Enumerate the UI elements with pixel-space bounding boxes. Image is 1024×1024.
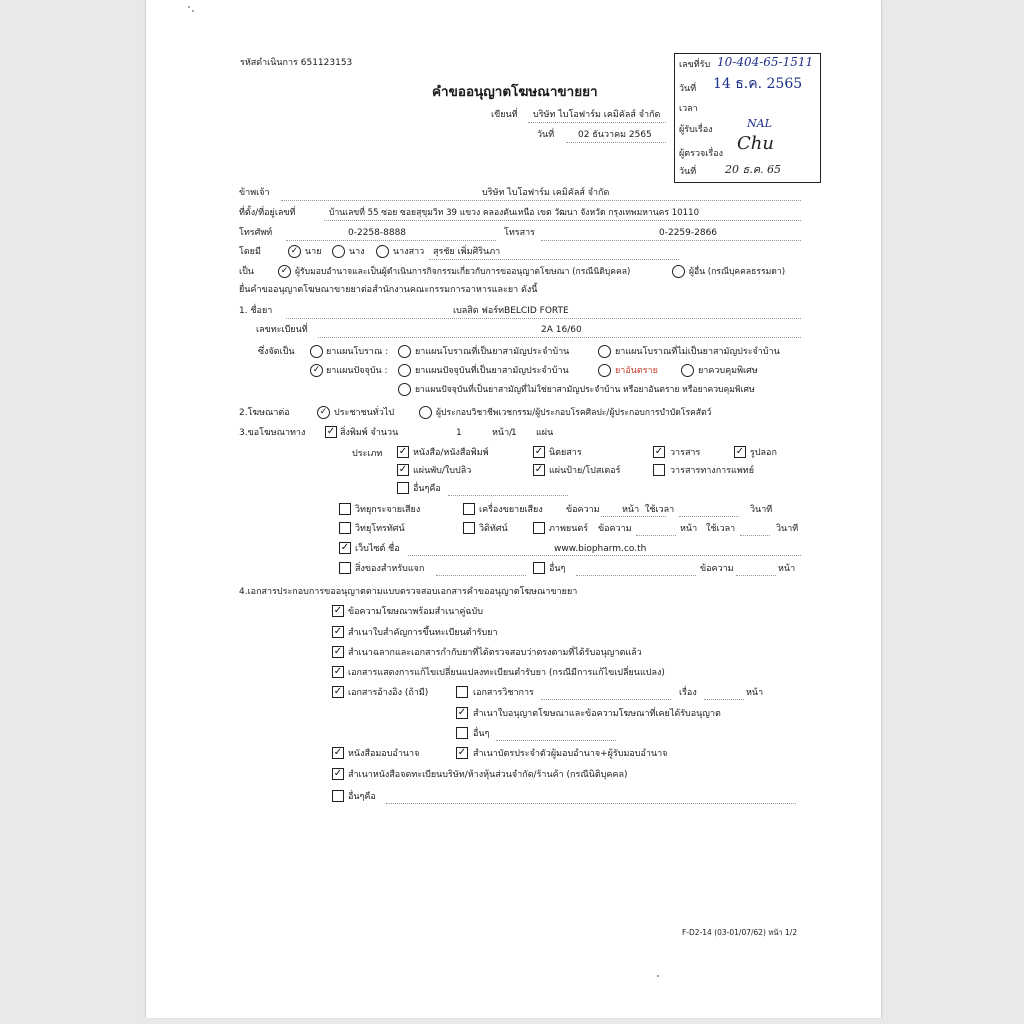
website-name: www.biopharm.co.th (554, 544, 647, 554)
reg-no-label: เลขทะเบียนที่ (256, 325, 308, 335)
print-count: 1 (456, 428, 462, 438)
dotted-line (576, 575, 696, 576)
dotted-line (679, 516, 739, 517)
dotted-line (318, 337, 801, 338)
drug-name-label: 1. ชื่อยา (239, 306, 273, 316)
fax-value: 0-2259-2866 (659, 228, 718, 238)
as-other-radio[interactable] (672, 265, 685, 278)
type-label: ประเภท (352, 449, 383, 459)
message-label-2: ข้อความ (598, 524, 632, 534)
trad-household-label: ยาแผนโบราณที่เป็นยาสามัญประจำบ้าน (415, 347, 570, 357)
cinema-checkbox[interactable] (533, 522, 545, 534)
doc5b-checkbox[interactable]: ✓ (457, 707, 467, 718)
print-checkbox[interactable]: ✓ (326, 426, 336, 437)
scan-speck (192, 10, 194, 12)
doc1-checkbox[interactable]: ✓ (333, 605, 343, 616)
doc8-label: อื่นๆคือ (348, 792, 376, 802)
doc5-checkbox[interactable]: ✓ (333, 686, 343, 697)
receipt-no-label: เลขที่รับ (679, 60, 711, 70)
sheets-label: แผ่น (536, 428, 554, 438)
leaflet-label: แผ่นพับ/ใบปลิว (413, 466, 472, 476)
sheet-count: 1 (511, 428, 517, 438)
trad-not-household-radio[interactable] (598, 345, 611, 358)
dotted-line (448, 495, 568, 496)
doc5a-label: เอกสารวิชาการ (473, 688, 534, 698)
mod-household-label: ยาแผนปัจจุบันที่เป็นยาสามัญประจำบ้าน (415, 366, 569, 376)
written-at-value: บริษัท ไบโอฟาร์ม เคมิคัลส์ จำกัด (533, 110, 661, 120)
tv-checkbox[interactable] (339, 522, 351, 534)
time-label: เวลา (679, 104, 698, 114)
poster-checkbox[interactable]: ✓ (534, 464, 544, 475)
giveaway-label: สิ่งของสำหรับแจก (355, 564, 425, 574)
scan-speck (657, 975, 659, 977)
dotted-line (566, 142, 666, 143)
title-mrs-label: นาง (349, 247, 365, 257)
documents-label: 4.เอกสารประกอบการขออนุญาตตามแบบตรวจสอบเอกสารคำขออนุญาตโฆษณาขายยา (239, 587, 578, 597)
checker-signature: Chu (737, 133, 774, 154)
doc6-label: หนังสือมอบอำนาจ (348, 749, 420, 759)
person-name: สุรชัย เพิ่มศิรินภา (433, 247, 501, 257)
loudspeaker-checkbox[interactable] (463, 503, 475, 515)
check-date-label: วันที่ (679, 167, 697, 177)
website-label: เว็บไซต์ ชื่อ (355, 544, 400, 554)
category-label: ซึ่งจัดเป็น (258, 347, 295, 357)
receipt-no: 10-404-65-1511 (717, 55, 814, 69)
leaflet-checkbox[interactable]: ✓ (398, 464, 408, 475)
page-label: หน้า (622, 505, 640, 515)
radio-broadcast-checkbox[interactable] (339, 503, 351, 515)
traditional-radio[interactable] (310, 345, 323, 358)
title-miss-label: นางสาว (393, 247, 425, 257)
medical-journal-checkbox[interactable] (653, 464, 665, 476)
dotted-line (436, 575, 526, 576)
giveaway-checkbox[interactable] (339, 562, 351, 574)
video-checkbox[interactable] (463, 522, 475, 534)
magazine-checkbox[interactable]: ✓ (534, 446, 544, 457)
seconds-label: วินาที (750, 505, 773, 515)
phone-value: 0-2258-8888 (348, 228, 407, 238)
doc5b-label: สำเนาใบอนุญาตโฆษณาและข้อความโฆษณาที่เคยได้รับอนุญาต (473, 709, 721, 719)
doc3-checkbox[interactable]: ✓ (333, 646, 343, 657)
document-title: คำขออนุญาตโฆษณาขายยา (432, 84, 598, 100)
message-label: ข้อความ (566, 505, 600, 515)
other-print-checkbox[interactable] (397, 482, 409, 494)
modern-label: ยาแผนปัจจุบัน : (326, 366, 388, 376)
dotted-line (281, 200, 801, 201)
dotted-line (601, 516, 666, 517)
book-label: หนังสือ/หนังสือพิมพ์ (413, 448, 489, 458)
duration-label: ใช้เวลา (645, 505, 675, 515)
magazine-label: นิตยสาร (549, 448, 582, 458)
mod-other-radio[interactable] (398, 383, 411, 396)
applicant-label: ข้าพเจ้า (239, 188, 270, 198)
loudspeaker-label: เครื่องขยายเสียง (479, 505, 543, 515)
dotted-line (496, 740, 616, 741)
address-label: ที่ตั้ง/ที่อยู่เลขที่ (239, 208, 296, 218)
doc5a-subject-label: เรื่อง (679, 688, 697, 698)
doc5c-label: อื่นๆ (473, 729, 490, 739)
doc7-label: สำเนาหนังสือจดทะเบียนบริษัท/ห้างหุ้นส่วนจำกัด/ร้านค้า (กรณีนิติบุคคล) (348, 770, 628, 780)
duration-label-2: ใช้เวลา (706, 524, 736, 534)
reg-no-value: 2A 16/60 (541, 325, 582, 335)
dotted-line (286, 318, 801, 319)
package-label: รูปลอก (750, 448, 777, 458)
stamp-date: 14 ธ.ค. 2565 (713, 76, 803, 92)
controlled-radio[interactable] (681, 364, 694, 377)
title-mr-radio[interactable]: ✓ (288, 245, 301, 258)
others-media-checkbox[interactable] (533, 562, 545, 574)
journal-label: วารสาร (670, 448, 701, 458)
doc2-checkbox[interactable]: ✓ (333, 626, 343, 637)
dangerous-label: ยาอันตราย (615, 366, 658, 376)
scan-speck (188, 6, 190, 8)
dotted-line (541, 699, 671, 700)
book-checkbox[interactable]: ✓ (398, 446, 408, 457)
package-checkbox[interactable]: ✓ (735, 446, 745, 457)
page-label-3: หน้า (778, 564, 796, 574)
pages-label: หน้า/ (492, 428, 513, 438)
dotted-line (528, 122, 666, 123)
as-authorized-label: ผู้รับมอบอำนาจและเป็นผู้ดำเนินการกิจกรรมเกี่ยวกับการขออนุญาตโฆษณา (กรณีนิติบุคคล) (295, 267, 631, 277)
applicant-name: บริษัท ไบโอฟาร์ม เคมิคัลส์ จำกัด (482, 188, 610, 198)
traditional-label: ยาแผนโบราณ : (326, 347, 389, 357)
media-label: 3.ขอโฆษณาทาง (239, 428, 306, 438)
dotted-line (541, 240, 801, 241)
receiver-signature: NAL (747, 117, 772, 130)
cinema-label: ภาพยนตร์ (549, 524, 589, 534)
date-value: 02 ธันวาคม 2565 (578, 130, 652, 140)
doc5-label: เอกสารอ้างอิง (ถ้ามี) (348, 688, 429, 698)
dotted-line (736, 575, 776, 576)
dotted-line (704, 699, 744, 700)
doc5a-checkbox[interactable] (456, 686, 468, 698)
seconds-label-2: วินาที (776, 524, 799, 534)
radio-broadcast-label: วิทยุกระจายเสียง (355, 505, 421, 515)
title-mr-label: นาย (305, 247, 322, 257)
video-label: วิดิทัศน์ (479, 524, 508, 534)
tv-label: วิทยุโทรทัศน์ (355, 524, 405, 534)
stamp-date-label: วันที่ (679, 84, 697, 94)
mod-household-radio[interactable] (398, 364, 411, 377)
receipt-stamp (674, 53, 821, 183)
print-label: สิ่งพิมพ์ จำนวน (340, 428, 399, 438)
address-value: บ้านเลขที่ 55 ซอย ซอยสุขุมวิท 39 แขวง คลองตันเหนือ เขต วัฒนา จังหวัด กรุงเทพมหานคร 10110 (329, 208, 700, 218)
doc2-label: สำเนาใบสำคัญการขึ้นทะเบียนตำรับยา (348, 628, 498, 638)
dotted-line (429, 259, 679, 260)
trad-not-household-label: ยาแผนโบราณที่ไม่เป็นยาสามัญประจำบ้าน (615, 347, 780, 357)
professional-label: ผู้ประกอบวิชาชีพเวชกรรม/ผู้ประกอบโรคศิลปะ/ผู้ประกอบการบำบัดโรคสัตว์ (436, 408, 712, 418)
submit-statement: ยื่นคำขออนุญาตโฆษณาขายยาต่อสำนักงานคณะกรรมการอาหารและยา ดังนี้ (239, 285, 538, 295)
document-page (145, 0, 882, 1018)
others-media-label: อื่นๆ (549, 564, 566, 574)
page-label-2: หน้า (680, 524, 698, 534)
as-label: เป็น (239, 267, 254, 277)
modern-radio[interactable]: ✓ (310, 364, 323, 377)
written-at-label: เขียนที่ (491, 110, 518, 120)
doc6-checkbox[interactable]: ✓ (333, 747, 343, 758)
date-label: วันที่ (537, 130, 555, 140)
drug-name-value: เบลสิด ฟอร์ทBELCID FORTE (453, 306, 569, 316)
as-authorized-radio[interactable]: ✓ (278, 265, 291, 278)
dotted-line (636, 535, 676, 536)
controlled-label: ยาควบคุมพิเศษ (698, 366, 758, 376)
fax-label: โทรสาร (504, 228, 535, 238)
professional-radio[interactable] (419, 406, 432, 419)
doc6b-label: สำเนาบัตรประจำตัวผู้มอบอำนาจ+ผู้รับมอบอำนาจ (473, 749, 668, 759)
other-print-label: อื่นๆคือ (413, 484, 441, 494)
dotted-line (286, 240, 496, 241)
check-date: 20 ธ.ค. 65 (725, 163, 782, 176)
public-label: ประชาชนทั่วไป (334, 408, 395, 418)
dangerous-radio[interactable] (598, 364, 611, 377)
form-code: F-D2-14 (03-01/07/62) หน้า 1/2 (682, 928, 798, 937)
phone-label: โทรศัพท์ (239, 228, 273, 238)
dotted-line (386, 803, 796, 804)
doc3-label: สำเนาฉลากและเอกสารกำกับยาที่ได้ตรวจสอบว่าตรงตามที่ได้รับอนุญาตแล้ว (348, 648, 642, 658)
operation-code: รหัสดำเนินการ 651123153 (240, 58, 353, 68)
checker-label: ผู้ตรวจเรื่อง (679, 149, 723, 159)
by-label: โดยมี (239, 247, 261, 257)
as-other-label: ผู้อื่น (กรณีบุคคลธรรมดา) (689, 267, 786, 277)
doc5a-page-label: หน้า (746, 688, 764, 698)
doc4-checkbox[interactable]: ✓ (333, 666, 343, 677)
public-radio[interactable]: ✓ (317, 406, 330, 419)
audience-label: 2.โฆษณาต่อ (239, 408, 290, 418)
doc1-label: ข้อความโฆษณาพร้อมสำเนาคู่ฉบับ (348, 607, 483, 617)
website-checkbox[interactable]: ✓ (340, 542, 350, 553)
doc4-label: เอกสารแสดงการแก้ไขเปลี่ยนแปลงทะเบียนตำรับยา (กรณีมีการแก้ไขเปลี่ยนแปลง) (348, 668, 665, 678)
doc8-checkbox[interactable] (332, 790, 344, 802)
medical-journal-label: วารสารทางการแพทย์ (670, 466, 754, 476)
title-mrs-radio[interactable] (332, 245, 345, 258)
doc5c-checkbox[interactable] (456, 727, 468, 739)
title-miss-radio[interactable] (376, 245, 389, 258)
message-label-3: ข้อความ (700, 564, 734, 574)
trad-household-radio[interactable] (398, 345, 411, 358)
journal-checkbox[interactable]: ✓ (654, 446, 664, 457)
receiver-label: ผู้รับเรื่อง (679, 125, 713, 135)
mod-other-label: ยาแผนปัจจุบันที่เป็นยาสามัญที่ไม่ใช่ยาสามัญประจำบ้าน หรือยาอันตราย หรือยาควบคุมพิเศษ (415, 385, 755, 395)
dotted-line (408, 555, 801, 556)
poster-label: แผ่นป้าย/โปสเตอร์ (549, 466, 621, 476)
doc7-checkbox[interactable]: ✓ (333, 768, 343, 779)
dotted-line (740, 535, 770, 536)
doc6b-checkbox[interactable]: ✓ (457, 747, 467, 758)
dotted-line (324, 220, 801, 221)
